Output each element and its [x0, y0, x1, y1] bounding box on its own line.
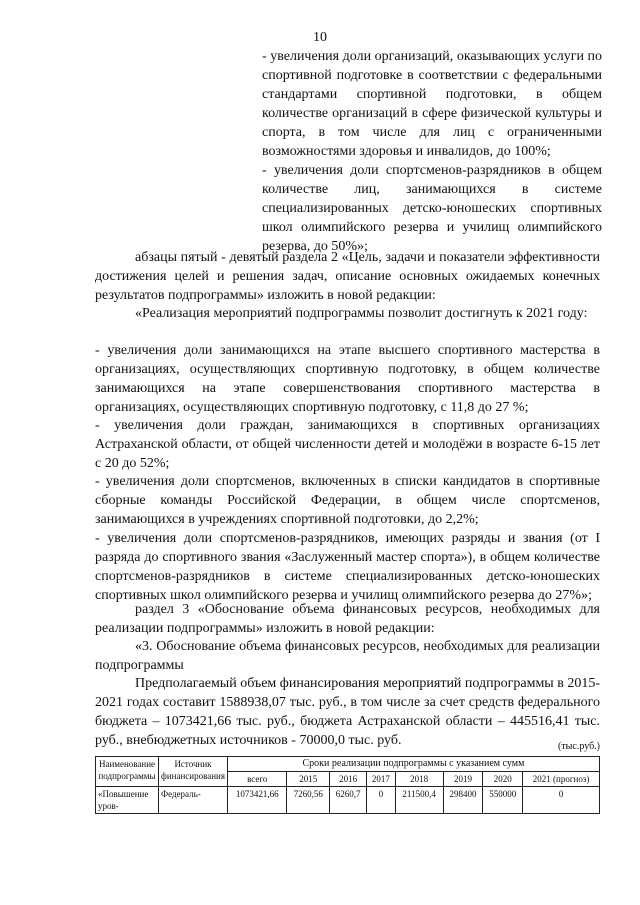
row-value: 211500,4 [395, 787, 443, 814]
paragraph-item-3: - увеличения доли спортсменов, включенных в списки кандидатов в спортивные сборные команды Российской Федерации, в общем числе спортсменов, занимающихся в учреждениях спортивной подготовки, до 2,2%; [95, 474, 600, 527]
bullet-item: - увеличения доли организаций, оказывающих услуги по спортивной подготовке в соответствии с федеральными стандартами спортивной подготовки, в общем количестве организаций в сфере физической культуры и спорта, в том числе для лиц с ограниченными возможностями здоровья и инвалидов, до 100%; [262, 49, 602, 159]
header-year: всего [227, 772, 286, 787]
paragraph-item-4: - увеличения доли спортсменов-разрядников, имеющих разряды и звания (от I разряда до спортивного звания «Заслуженный мастер спорта»), в общем количестве спортсменов-разрядников в системе специализированных детско-юношеских спортивных школ олимпийского резерва и училищ олимпийского резерва до 27%»; [95, 531, 600, 603]
paragraph-item-1: - увеличения доли занимающихся на этапе высшего спортивного мастерства в организациях, осуществляющих спортивную подготовку, в общем количестве занимающихся на этапе совершенствования спортивного мастерства в организациях, осуществляющих спортивную подготовку, с 11,8 до 27 %; [95, 343, 600, 415]
page-number: 10 [313, 30, 327, 45]
header-year: 2020 [483, 772, 523, 787]
row-value: 298400 [443, 787, 483, 814]
row-value: 0 [523, 787, 600, 814]
paragraph-funding: Предполагаемый объем финансирования мероприятий подпрограммы в 2015-2021 годах составит 1588938,07 тыс. руб., в том числе за счет средств федерального бюджета – 1073421,66 тыс. руб., бюджета Астраханской области – 445516,41 тыс. руб., внебюджетных источников - 70000,0 тыс. руб. [95, 676, 600, 748]
paragraph-section2-intro: абзацы пятый - девятый раздела 2 «Цель, задачи и показатели эффективности достижения целей и решения задач, описание основных ожидаемых конечных результатов подпрограммы» изложить в новой редакции: [95, 250, 600, 303]
table-row [96, 787, 600, 814]
units-label: (тыс.руб.) [557, 741, 600, 752]
row-value: 6260,7 [330, 787, 367, 814]
row-value: 0 [367, 787, 396, 814]
paragraph-section3-intro: раздел 3 «Обоснование объема финансовых ресурсов, необходимых для реализации подпрограммы» изложить в новой редакции: [95, 602, 600, 636]
paragraph-quote-start: «Реализация мероприятий подпрограммы позволит достигнуть к 2021 году: [135, 306, 588, 321]
header-year: 2017 [367, 772, 396, 787]
paragraph-section3-heading: «3. Обоснование объема финансовых ресурсов, необходимых для реализации подпрограммы [95, 639, 600, 673]
header-year: 2021 (прогноз) [523, 772, 600, 787]
header-year: 2019 [443, 772, 483, 787]
row-name: «Повышение уров- [96, 787, 159, 814]
row-value: 7260,56 [287, 787, 330, 814]
table-header-row [96, 757, 600, 772]
header-name: Наименование подпрограммы [96, 757, 159, 787]
bullet-item: - увеличения доли спортсменов-разрядников в общем количестве лиц, занимающихся в системе специализированных детско-юношеских спортивных школ олимпийского резерва и училищ олимпийского резерва, до 50%»; [262, 163, 602, 254]
header-period: Сроки реализации подпрограммы с указанием сумм [227, 757, 599, 772]
funding-table [95, 756, 600, 814]
row-value: 550000 [483, 787, 523, 814]
bullet-list-top [262, 47, 602, 256]
header-source: Источник финансирования [159, 757, 228, 787]
row-source: Федераль- [159, 787, 228, 814]
row-value: 1073421,66 [227, 787, 286, 814]
header-year: 2018 [395, 772, 443, 787]
header-year: 2015 [287, 772, 330, 787]
paragraph-item-2: - увеличения доли граждан, занимающихся в спортивных организациях Астраханской области, от общей численности детей и молодёжи в возрасте 6-15 лет с 20 до 52%; [95, 418, 600, 471]
header-year: 2016 [330, 772, 367, 787]
